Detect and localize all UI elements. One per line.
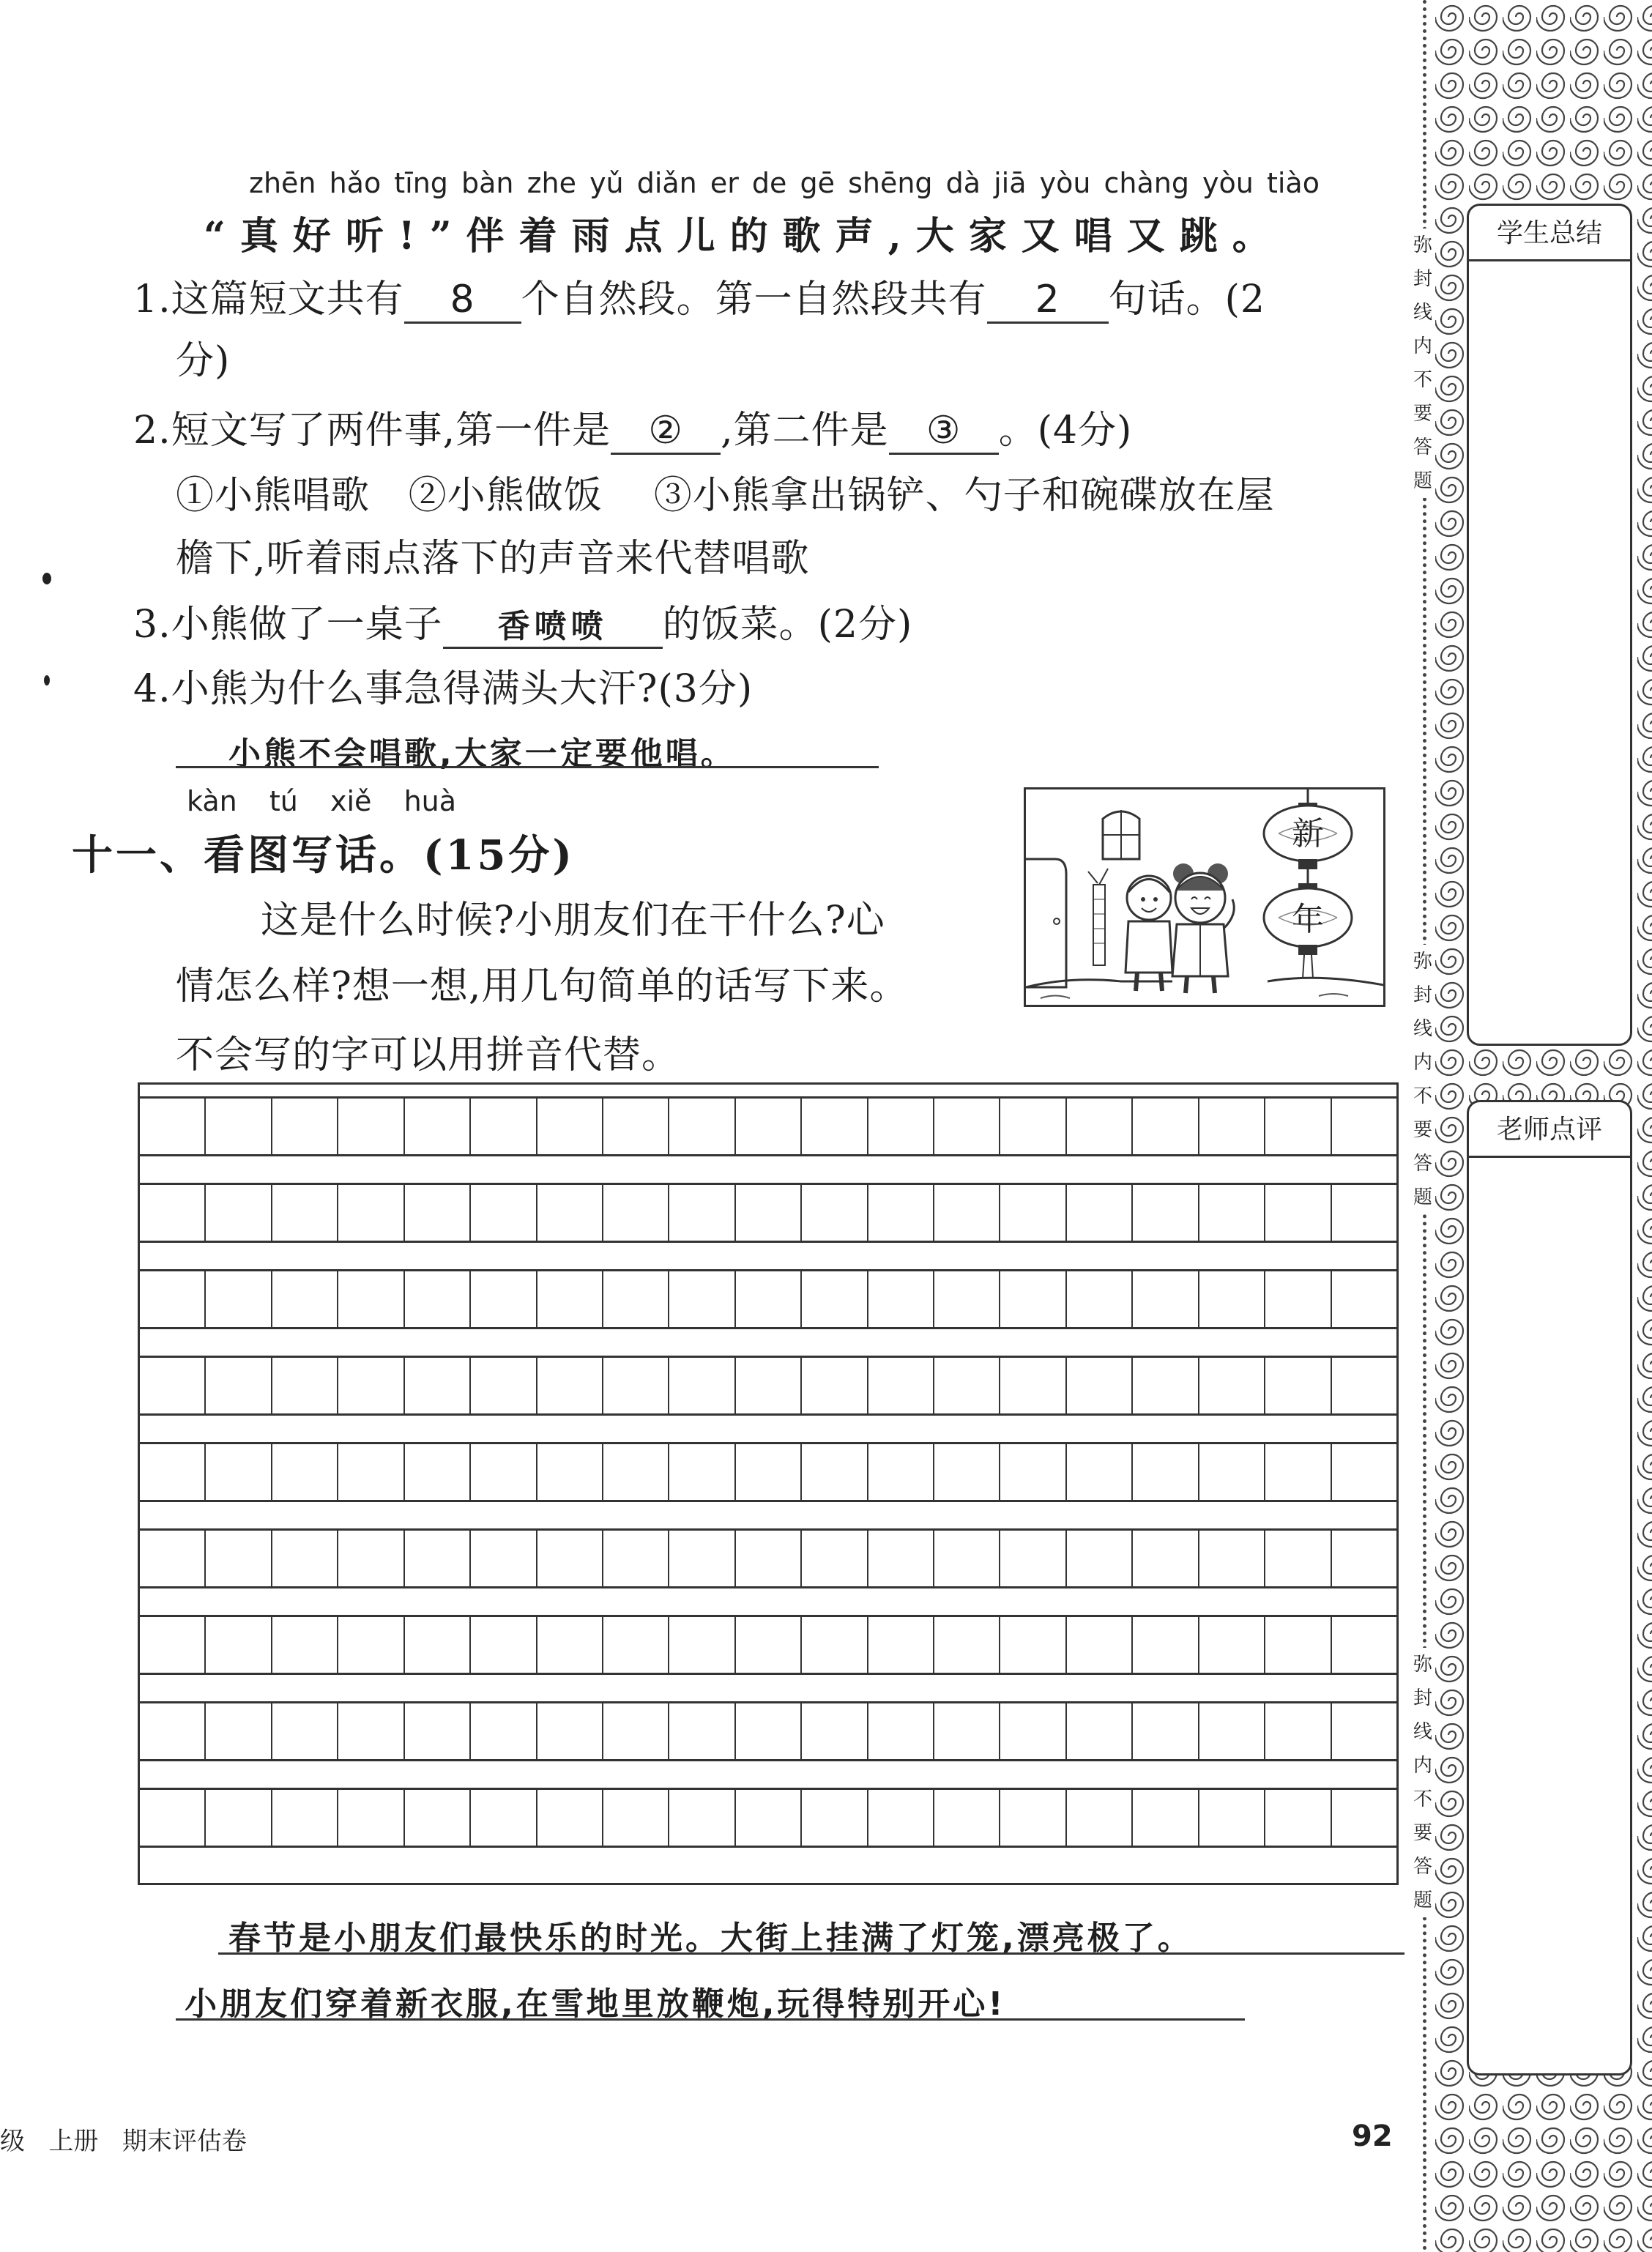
q2-middle: ,第二件是 (721, 409, 889, 453)
section11-prompt-3: 不会写的字可以用拼音代替。 (176, 1033, 681, 1077)
page-number: 92 (1352, 2119, 1393, 2153)
writing-answer-1[interactable]: 春节是小朋友们最快乐的时光。大街上挂满了灯笼,漂亮极了。 (228, 1920, 1193, 1957)
writing-answer-2[interactable]: 小朋友们穿着新衣服,在雪地里放鞭炮,玩得特别开心! (185, 1985, 1006, 2023)
section11-pinyin: kàn tú xiě huà (187, 785, 457, 817)
q3-prefix: 3.小熊做了一桌子 (133, 603, 443, 647)
q2-options-line1: ①小熊唱歌 ②小熊做饭 ③小熊拿出锅铲、勺子和碗碟放在屋 (176, 474, 1275, 518)
writing-answer-line-2 (176, 2018, 1245, 2021)
q1-middle: 个自然段。第一自然段共有 (521, 278, 987, 322)
story-pinyin: zhēn hǎo tīng bàn zhe yǔ diǎn er de gē shēng dà jiā yòu chàng yòu tiào (249, 167, 1320, 199)
student-summary-title: 学生总结 (1469, 206, 1630, 261)
q4-answer[interactable]: 小熊不会唱歌,大家一定要他唱。 (228, 735, 736, 773)
seal-line-bottom: 弥 封 线 内 不 要 答 题 (1406, 1648, 1440, 1917)
grid-row[interactable] (140, 1528, 1396, 1588)
grid-row[interactable] (140, 1442, 1396, 1502)
grid-row[interactable] (140, 1183, 1396, 1243)
scan-mark (44, 675, 50, 685)
q3-answer[interactable]: 香喷喷 (443, 600, 663, 649)
q2-suffix: 。(4分) (998, 409, 1133, 453)
q3-suffix: 的饭菜。(2分) (662, 603, 913, 647)
q2-answer-second[interactable]: ③ (889, 409, 999, 455)
question-2 (133, 399, 1132, 455)
q4-answer-line (176, 766, 879, 768)
grid-row[interactable] (140, 1096, 1396, 1156)
story-last-line: “真好听!”伴着雨点儿的歌声,大家又唱又跳。 (204, 214, 1285, 259)
lantern-char-bottom: 年 (1292, 901, 1324, 938)
question-3 (133, 593, 912, 649)
section11-prompt-1: 这是什么时候?小朋友们在干什么?心 (261, 899, 885, 943)
question-1 (133, 268, 1265, 324)
q2-answer-first[interactable]: ② (611, 409, 721, 455)
question-4: 4.小熊为什么事急得满头大汗?(3分) (133, 667, 754, 711)
boy-icon (1125, 876, 1172, 991)
section11-title: 十一、看图写话。(15分) (72, 831, 575, 880)
teacher-comment-panel[interactable] (1467, 1100, 1632, 2076)
q2-options-line2: 檐下,听着雨点落下的声音来代替唱歌 (176, 537, 810, 581)
grid-row[interactable] (140, 1356, 1396, 1416)
footer-book-info: 级 上册 期末评估卷 (0, 2127, 247, 2156)
scan-mark (42, 573, 51, 584)
seal-line-top: 弥 封 线 内 不 要 答 题 (1406, 228, 1440, 498)
q2-prefix: 2.短文写了两件事,第一件是 (133, 409, 611, 453)
student-summary-panel[interactable] (1467, 204, 1632, 1046)
grid-row[interactable] (140, 1788, 1396, 1848)
writing-grid[interactable] (138, 1082, 1399, 1885)
teacher-comment-title: 老师点评 (1469, 1102, 1630, 1158)
lantern-char-top: 新 (1292, 815, 1324, 852)
q1-suffix: 句话。(2 (1108, 278, 1266, 322)
q1-answer-sentences[interactable]: 2 (987, 278, 1109, 324)
question-1-cont: 分) (176, 339, 231, 383)
grid-row[interactable] (140, 1269, 1396, 1329)
seal-line-middle: 弥 封 线 内 不 要 答 题 (1406, 945, 1440, 1214)
new-year-illustration (1024, 787, 1385, 1007)
q1-answer-paragraphs[interactable]: 8 (404, 278, 521, 324)
writing-answer-line-1 (218, 1952, 1404, 1955)
illustration-drawing (1026, 789, 1385, 1007)
grid-row[interactable] (140, 1701, 1396, 1761)
grid-row[interactable] (140, 1615, 1396, 1675)
q1-prefix: 1.这篇短文共有 (133, 278, 404, 322)
section11-prompt-2: 情怎么样?想一想,用几句简单的话写下来。 (176, 965, 909, 1008)
